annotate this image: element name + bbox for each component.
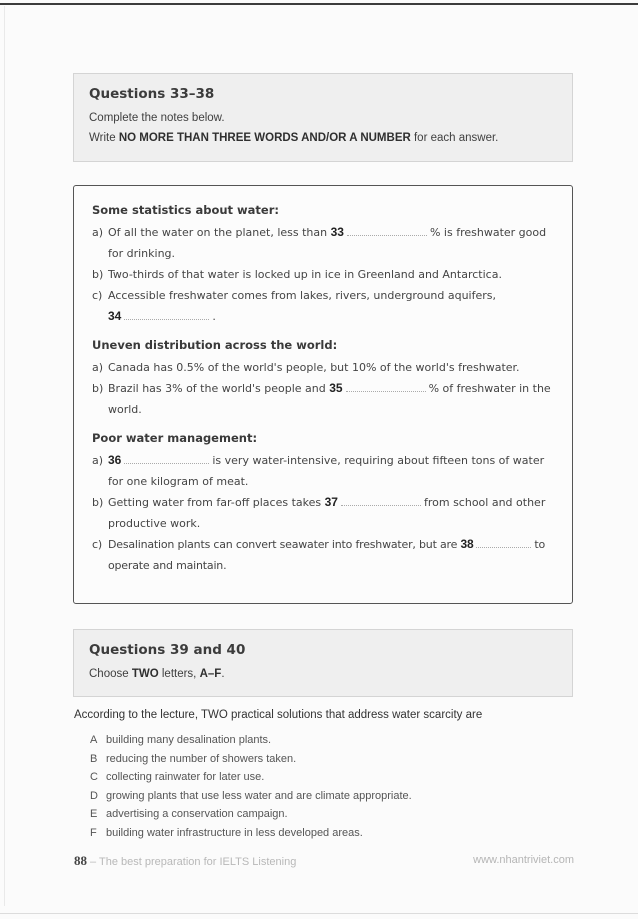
item-text: Brazil has 3% of the world's people and [108, 382, 326, 395]
item-text: Desalination plants can convert seawater into freshwater, but are [108, 538, 458, 551]
option-text: collecting rainwater for later use. [106, 771, 265, 783]
website-url: www.nhantriviet.com [473, 854, 574, 866]
book-title: – The best preparation for IELTS Listening [87, 856, 297, 868]
question-number-33: 33 [330, 225, 344, 239]
instruction-line-1: Complete the notes below. [89, 112, 225, 124]
item-label: b) [92, 268, 104, 281]
item-text: Accessible freshwater comes from lakes, rivers, underground aquifers, [108, 289, 497, 302]
note-item [92, 534, 555, 576]
answer-blank-35[interactable] [346, 382, 426, 392]
question-number-37: 37 [324, 495, 338, 509]
option-text: growing plants that use less water and are climate appropriate. [106, 789, 412, 802]
note-item [92, 222, 555, 264]
answer-blank-38[interactable] [476, 538, 531, 548]
panel-title: Questions 33–38 [89, 86, 215, 102]
bottom-rule [0, 913, 638, 914]
item-text: % of freshwater in the world. [108, 382, 551, 416]
page-footer [74, 853, 574, 869]
text-mid: letters, [158, 668, 200, 680]
option-text: building water infrastructure in less developed areas. [106, 826, 363, 839]
questions-39-40-panel [73, 629, 573, 697]
item-label: a) [92, 226, 104, 239]
section-heading-management: Poor water management: [92, 431, 258, 445]
notes-box [73, 185, 573, 604]
option-a[interactable] [90, 731, 570, 750]
word-limit: NO MORE THAN THREE WORDS AND/OR A NUMBER [118, 132, 411, 144]
note-item [92, 492, 555, 534]
item-text: Of all the water on the planet, less than [108, 226, 328, 239]
item-text: is very water-intensive, requiring about fifteen tons of water for one kilogram of meat. [108, 454, 545, 488]
question-number-34: 34 [108, 309, 122, 323]
option-f[interactable] [90, 824, 570, 843]
note-item [92, 285, 555, 327]
item-text: . [212, 310, 216, 323]
answer-blank-34[interactable] [124, 310, 209, 320]
top-rule [0, 3, 638, 5]
section-heading-statistics: Some statistics about water: [92, 203, 279, 217]
options-list [90, 731, 570, 842]
option-b[interactable] [90, 750, 570, 769]
section-heading-distribution: Uneven distribution across the world: [92, 338, 338, 352]
question-number-35: 35 [329, 381, 343, 395]
option-text: advertising a conservation campaign. [106, 808, 288, 820]
option-d[interactable] [90, 787, 570, 806]
text-pre: Write [89, 132, 119, 144]
option-text: building many desalination plants. [106, 734, 272, 746]
answer-blank-33[interactable] [347, 226, 427, 236]
option-text: reducing the number of showers taken. [106, 752, 297, 765]
item-label: b) [92, 382, 104, 395]
text-bold: TWO [131, 668, 159, 680]
note-item [92, 264, 555, 285]
question-stem: According to the lecture, TWO practical solutions that address water scarcity are [74, 709, 483, 721]
text-post: for each answer. [410, 132, 499, 144]
panel-title: Questions 39 and 40 [89, 642, 246, 658]
item-label: c) [92, 538, 102, 551]
option-c[interactable] [90, 768, 570, 787]
instruction-line [89, 664, 557, 684]
text-pre: Choose [89, 668, 132, 680]
item-text: from school and other productive work. [108, 496, 546, 530]
option-letter: D [90, 789, 98, 802]
item-text: % is freshwater good for drinking. [108, 226, 547, 260]
option-letter: F [90, 826, 97, 839]
item-label: a) [92, 454, 104, 467]
option-letter: B [90, 752, 98, 765]
item-text: Getting water from far-off places takes [108, 496, 322, 509]
note-item [92, 378, 555, 420]
item-text: Two-thirds of that water is locked up in ice in Greenland and Antarctica. [108, 268, 502, 281]
option-letter: E [90, 808, 98, 820]
item-text: Canada has 0.5% of the world's people, but 10% of the world's freshwater. [108, 361, 520, 374]
answer-blank-36[interactable] [124, 454, 209, 464]
note-item [92, 357, 555, 378]
text-end: . [221, 668, 225, 680]
instruction-line-2 [89, 128, 557, 148]
item-text: to operate and maintain. [108, 538, 546, 572]
item-label: b) [92, 496, 104, 509]
text-bold: A–F [199, 668, 222, 680]
question-number-38: 38 [460, 537, 474, 551]
question-number-36: 36 [108, 453, 122, 467]
option-e[interactable] [90, 805, 570, 824]
answer-blank-37[interactable] [341, 496, 421, 506]
questions-33-38-panel [73, 73, 573, 162]
option-letter: C [90, 771, 98, 783]
item-label: a) [92, 361, 104, 374]
option-letter: A [90, 734, 98, 746]
page-number: 88 [74, 853, 87, 868]
margin-line [4, 6, 5, 906]
note-item [92, 450, 555, 492]
item-label: c) [92, 289, 103, 302]
